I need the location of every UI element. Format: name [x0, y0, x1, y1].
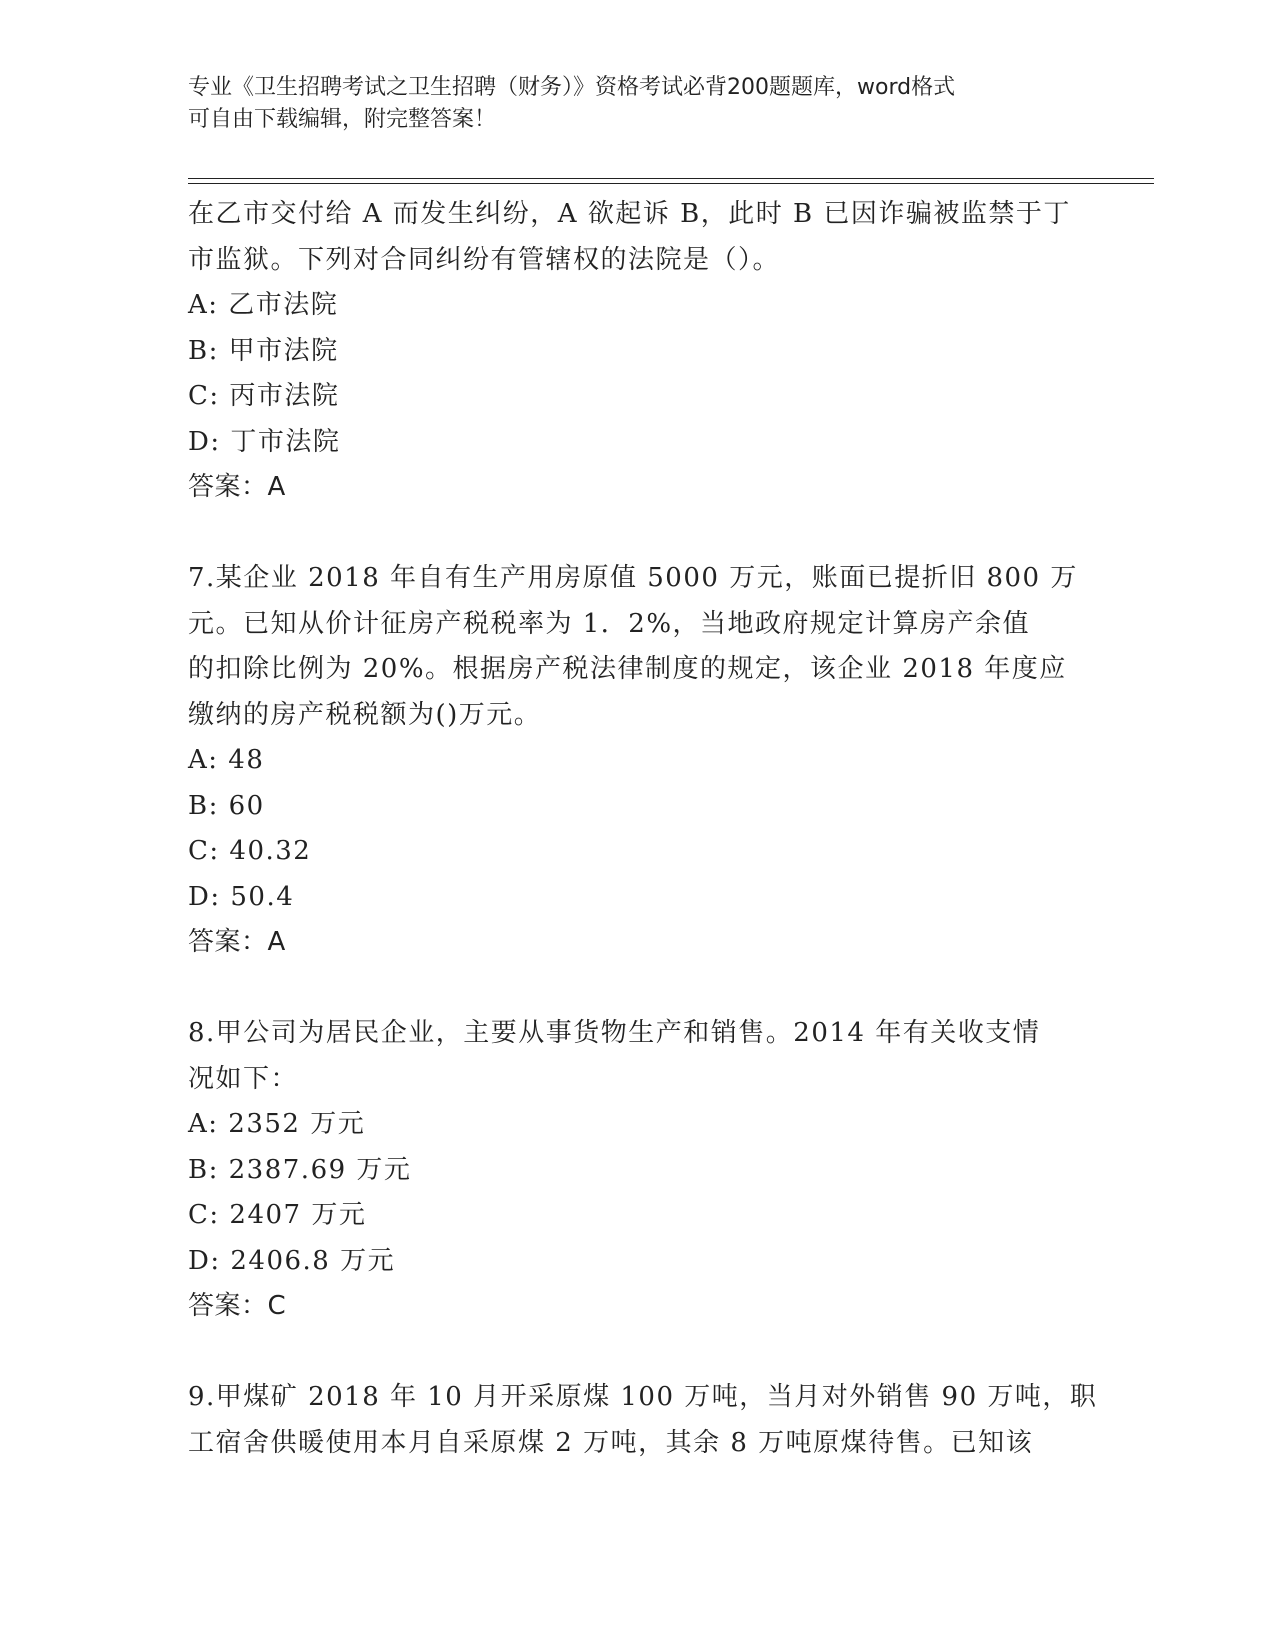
option-d: D: 丁市法院 — [188, 426, 341, 457]
question-spacer — [188, 1330, 1088, 1376]
question-stem-line: 在乙市交付给 A 而发生纠纷，A 欲起诉 B，此时 B 已因诈骗被监禁于丁 — [188, 199, 1071, 229]
document-header — [188, 72, 1068, 136]
option-c: C: 2407 万元 — [188, 1200, 367, 1230]
question-stem-line: 9.甲煤矿 2018 年 10 月开采原煤 100 万吨，当月对外销售 90 万吨，职 — [188, 1382, 1098, 1412]
option-d: D: 50.4 — [188, 881, 295, 912]
option-b: B: 甲市法院 — [188, 335, 339, 366]
option-a: A: 乙市法院 — [188, 290, 339, 320]
question-spacer — [188, 966, 1088, 1012]
question-stem-line: 缴纳的房产税税额为()万元。 — [188, 699, 542, 730]
question-7 — [188, 556, 1088, 966]
question-stem-line: 工宿舍供暖使用本月自采原煤 2 万吨，其余 8 万吨原煤待售。已知该 — [188, 1427, 1034, 1458]
option-a: A: 48 — [188, 745, 265, 775]
header-divider-top — [188, 178, 1154, 179]
question-spacer — [188, 511, 1088, 557]
answer-line: 答案：A — [188, 927, 286, 957]
option-c: C: 40.32 — [188, 836, 312, 866]
question-8 — [188, 1011, 1088, 1330]
answer-line: 答案：A — [188, 472, 286, 502]
option-b: B: 60 — [188, 790, 265, 821]
question-stem-line: 的扣除比例为 20%。根据房产税法律制度的规定，该企业 2018 年度应 — [188, 654, 1067, 684]
question-stem-line: 7.某企业 2018 年自有生产用房原值 5000 万元，账面已提折旧 800 万 — [188, 563, 1078, 593]
question-stem-line: 况如下： — [188, 1063, 299, 1094]
question-stem-line: 8.甲公司为居民企业，主要从事货物生产和销售。2014 年有关收支情 — [188, 1018, 1041, 1048]
option-a: A: 2352 万元 — [188, 1109, 366, 1139]
question-stem-line: 元。已知从价计征房产税税率为 1．2%，当地政府规定计算房产余值 — [188, 608, 1031, 639]
header-title-line-2: 可自由下载编辑，附完整答案！ — [188, 107, 497, 132]
option-d: D: 2406.8 万元 — [188, 1245, 396, 1276]
question-stem-line: 市监狱。下列对合同纠纷有管辖权的法院是（）。 — [188, 244, 781, 275]
option-b: B: 2387.69 万元 — [188, 1154, 412, 1185]
question-9 — [188, 1375, 1098, 1466]
option-c: C: 丙市法院 — [188, 381, 340, 411]
header-divider-bottom — [188, 183, 1154, 184]
question-content — [188, 192, 1098, 1466]
header-title-line-1: 专业《卫生招聘考试之卫生招聘（财务）》资格考试必背200题题库，word格式 — [188, 75, 956, 100]
answer-line: 答案：C — [188, 1291, 287, 1321]
question-6 — [188, 192, 1088, 511]
